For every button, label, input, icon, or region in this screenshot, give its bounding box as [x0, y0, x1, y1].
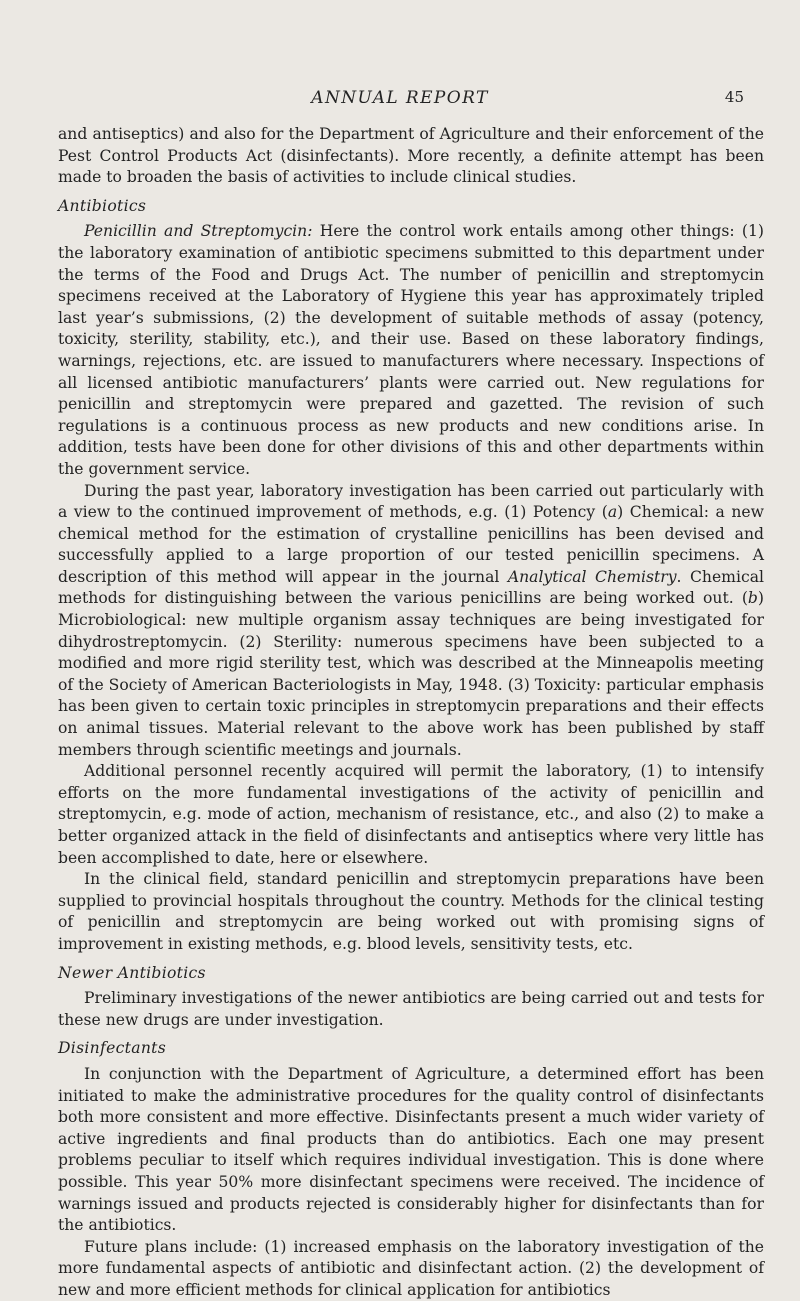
- paragraph-future-plans: Future plans include: (1) increased emphasis on the laboratory investigation of the more fundamental aspects of antibiotic and disinfectant action. (2) the development of new and more efficient methods for clinical application for antibiotics: [58, 1237, 764, 1299]
- paragraph-text: ) Microbiological: new multiple organism assay techniques are being investigated for dihydrostreptomycin. (2) Sterility: numerous specimens have been subjected to a modified and more rigid sterility test, which was described at the Minneapolis meeting of the Society of American Bacteriologists in May, 1948. (3) Toxicity: particular emphasis has been given to certain toxic principles in streptomycin preparations and their effects on animal tissues. Material relevant to the above work has been published by staff members through scientific meetings and journals.: [58, 589, 764, 759]
- run-in-heading: Penicillin and Streptomycin:: [84, 222, 313, 241]
- paragraph-text: ) Chemical: a new chemical method for the estimation of crystalline penicillins has been devised and successfully applied to a large proportion of our tested penicillin specimens. A description of this method will appear in the journal: [58, 503, 764, 586]
- paragraph-text: Here the control work entails among other things: (1) the laboratory examination of antibiotic specimens submitted to this department under the terms of the Food and Drugs Act. The number of penicillin and streptomycin specimens received at the Laboratory of Hygiene this year has approximately tripled last year’s submissions, (2) the development of suitable methods of assay (potency, toxicity, sterility, stability, etc.), and their use. Based on these laboratory findings, warnings, rejections, etc. are issued to manufacturers where necessary. Inspections of all licensed antibiotic manufacturers’ plants were carried out. New regulations for penicillin and streptomycin were prepared and gazetted. The revision of such regulations is a continuous process as new products and new conditions arise. In addition, tests have been done for other divisions of this and other departments within the government service.: [58, 222, 764, 478]
- paragraph-text: During the past year, laboratory investigation has been carried out particularly with a view to the continued improvement of methods, e.g. (1) Potency (: [58, 481, 764, 522]
- paragraph-laboratory-investigation: [58, 481, 764, 762]
- paragraph-disinfectants: In conjunction with the Department of Agriculture, a determined effort has been initiated to make the administrative procedures for the quality control of disinfectants both more consistent and more effective. Disinfectants present a much wider variety of active ingredients and final products than do antibiotics. Each one may present problems peculiar to itself which requires individual investigation. This is done where possible. This year 50% more disinfectant specimens were received. The incidence of warnings issued and products rejected is considerably higher for disinfectants than for the antibiotics.: [58, 1064, 764, 1235]
- body-text: [58, 124, 764, 1301]
- italic-letter: a: [607, 503, 618, 522]
- paragraph-text: . Chemical methods for distinguishing between the various penicillins are being worked out. (: [58, 567, 764, 608]
- heading-disinfectants: Disinfectants: [58, 1039, 167, 1058]
- italic-letter: b: [747, 589, 758, 608]
- page-number: 45: [724, 88, 744, 106]
- paragraph-clinical-field: In the clinical field, standard penicillin and streptomycin preparations have been supplied to provincial hospitals throughout the country. Methods for the clinical testing of penicillin and streptomycin are being worked out with promising signs of improvement in existing methods, e.g. blood levels, sensitivity tests, etc.: [58, 870, 764, 953]
- paragraph-continued: and antiseptics) and also for the Department of Agriculture and their enforcement of the Pest Control Products Act (disinfectants). More recently, a definite attempt has been made to broaden the basis of activities to include clinical studies.: [58, 125, 764, 187]
- journal-title: Analytical Chemistry: [507, 567, 677, 586]
- running-head: [0, 88, 800, 112]
- heading-newer-antibiotics: Newer Antibiotics: [58, 963, 206, 982]
- paragraph-additional-personnel: Additional personnel recently acquired will permit the laboratory, (1) to intensify efforts on the more fundamental investigations of the activity of penicillin and streptomycin, e.g. mode of action, mechanism of resistance, etc., and also (2) to make a better organized attack in the field of disinfectants and antiseptics where very little has been accomplished to date, here or elsewhere.: [58, 762, 764, 867]
- paragraph-newer-antibiotics: Preliminary investigations of the newer antibiotics are being carried out and tests for these new drugs are under investigation.: [58, 989, 764, 1029]
- heading-antibiotics: Antibiotics: [58, 196, 147, 215]
- running-head-title: ANNUAL REPORT: [311, 88, 489, 108]
- paragraph-penicillin-streptomycin: [58, 221, 764, 480]
